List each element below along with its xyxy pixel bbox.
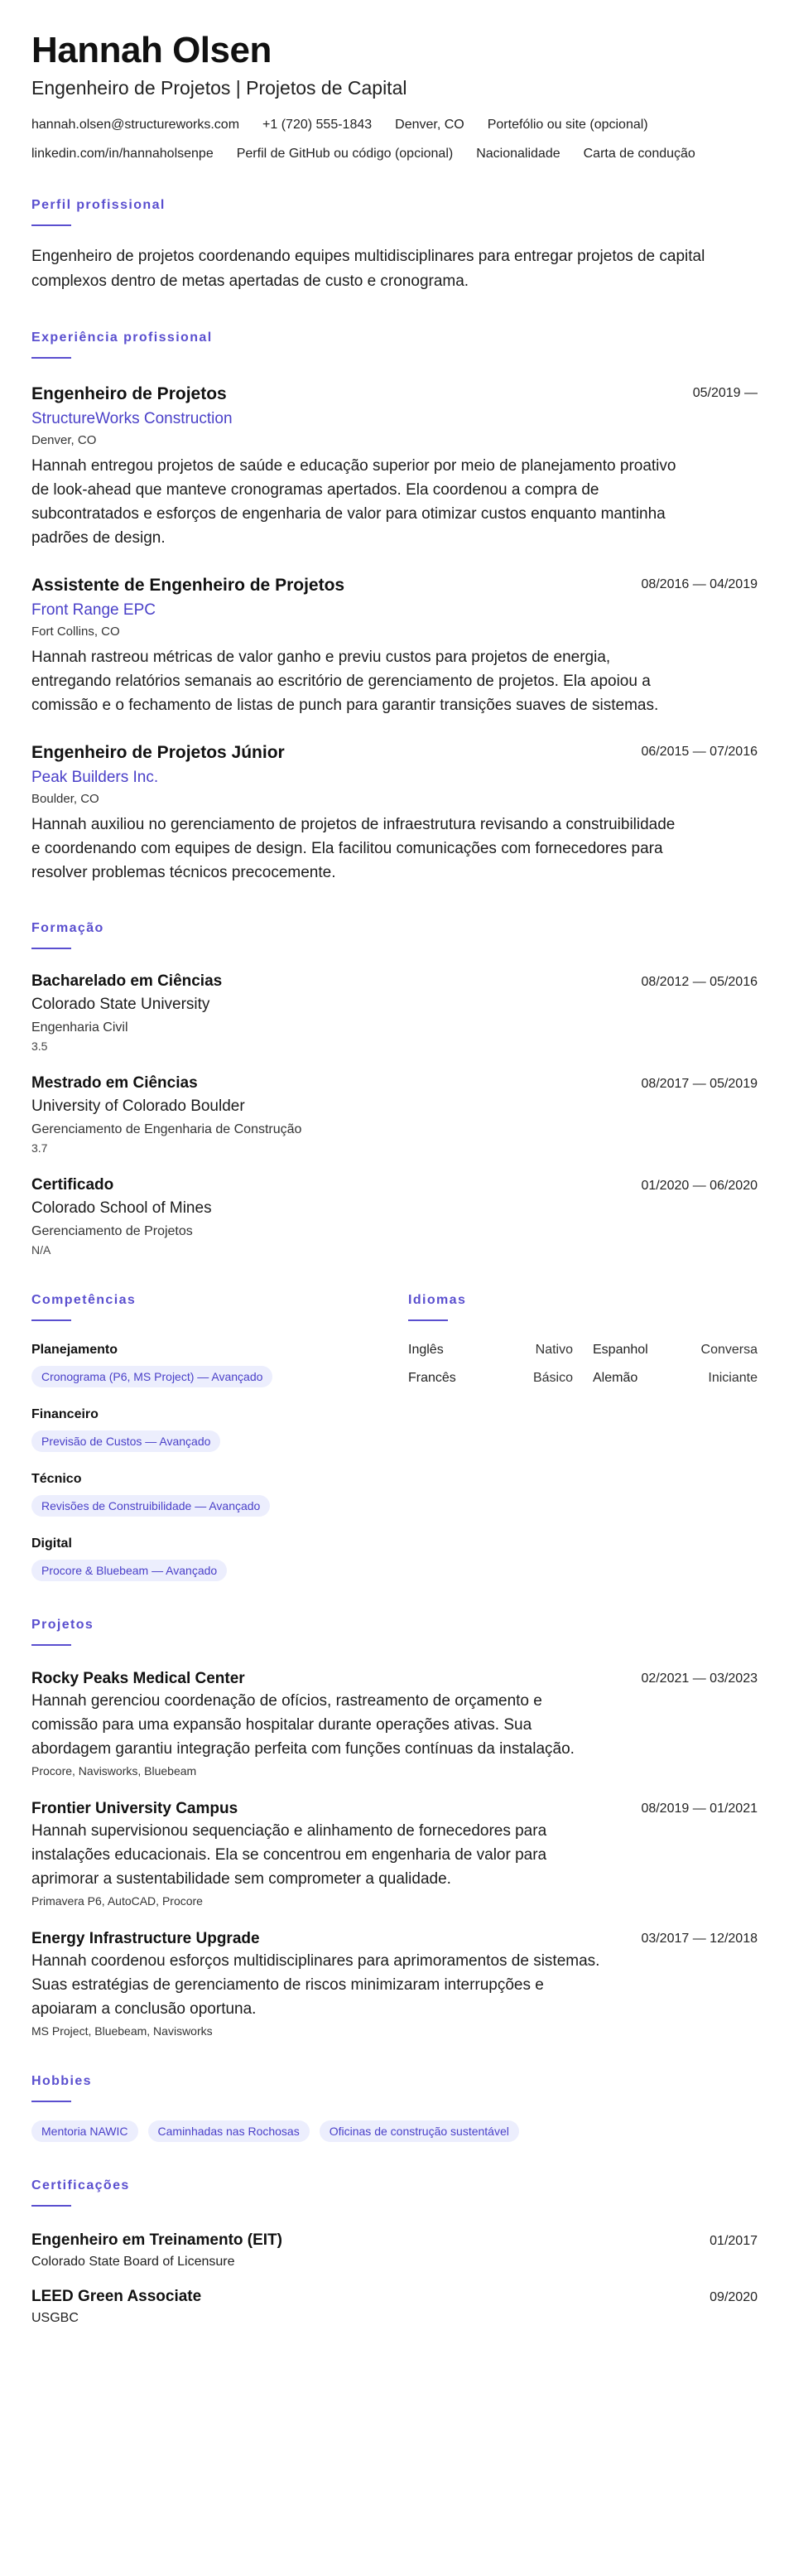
job-description: Hannah auxiliou no gerenciamento de projetos de infraestrutura revisando a construibilidade e coordenando com equipes de design. Ela facilitou comunicações com fornecedores para resolver problemas técnicos precocemente.: [31, 815, 676, 881]
contact-linkedin[interactable]: linkedin.com/in/hannaholsenpe: [31, 146, 214, 161]
projects-section: [31, 1618, 758, 2038]
job-dates: 06/2015 — 07/2016: [641, 744, 758, 759]
language-item: [408, 1343, 573, 1358]
section-divider: [31, 1319, 71, 1321]
job-company: Front Range EPC: [31, 601, 156, 619]
job-location: Denver, CO: [31, 432, 97, 447]
skill-group: [31, 1536, 408, 1581]
job-dates: 05/2019 —: [692, 385, 758, 400]
profile-section: [31, 198, 758, 294]
resume-header: [31, 30, 758, 162]
contact-driving-license: Carta de condução: [583, 146, 695, 161]
project-name: Rocky Peaks Medical Center: [31, 1669, 245, 1687]
contact-location: Denver, CO: [395, 117, 464, 132]
gpa: 3.7: [31, 1141, 48, 1155]
language-name: Francês: [408, 1370, 456, 1385]
education-dates: 01/2020 — 06/2020: [641, 1178, 758, 1193]
profile-summary: Engenheiro de projetos coordenando equipes multidisciplinares para entregar projetos de capital complexos dentro de metas apertadas de custo e cronograma.: [31, 247, 705, 290]
experience-item: [31, 575, 758, 717]
job-company: Peak Builders Inc.: [31, 768, 159, 786]
skills-languages-row: [31, 1293, 758, 1581]
candidate-name: Hannah Olsen: [31, 30, 272, 70]
section-title-hobbies: Hobbies: [31, 2073, 92, 2088]
candidate-title: Engenheiro de Projetos | Projetos de Capital: [31, 76, 407, 99]
project-tools: Procore, Navisworks, Bluebeam: [31, 1763, 197, 1778]
contact-nationality: Nacionalidade: [476, 146, 560, 161]
section-title-experience: Experiência profissional: [31, 330, 213, 345]
school-name: Colorado School of Mines: [31, 1199, 212, 1217]
languages-section: [408, 1293, 758, 1581]
language-item: [593, 1371, 758, 1386]
language-level: Nativo: [535, 1342, 573, 1357]
project-item: [31, 1669, 758, 1778]
certification-date: 09/2020: [710, 2289, 758, 2304]
section-title-education: Formação: [31, 920, 104, 935]
experience-section: [31, 330, 758, 885]
certifications-section: [31, 2178, 758, 2326]
language-name: Alemão: [593, 1370, 638, 1385]
skill-tag: Procore & Bluebeam — Avançado: [31, 1560, 227, 1581]
skill-group: [31, 1343, 408, 1387]
certification-name: LEED Green Associate: [31, 2287, 202, 2305]
language-name: Inglês: [408, 1342, 444, 1357]
language-level: Conversa: [700, 1342, 758, 1357]
language-item: [593, 1343, 758, 1358]
hobby-tag: Caminhadas nas Rochosas: [148, 2120, 310, 2142]
job-company: StructureWorks Construction: [31, 409, 233, 427]
field-of-study: Gerenciamento de Projetos: [31, 1223, 193, 1238]
language-list: [408, 1343, 758, 1386]
project-tools: MS Project, Bluebeam, Navisworks: [31, 2024, 213, 2038]
degree-name: Bacharelado em Ciências: [31, 972, 223, 990]
skill-tag: Cronograma (P6, MS Project) — Avançado: [31, 1366, 272, 1387]
project-tools: Primavera P6, AutoCAD, Procore: [31, 1893, 203, 1908]
section-title-profile: Perfil profissional: [31, 197, 166, 212]
certification-issuer: USGBC: [31, 2310, 79, 2325]
language-item: [408, 1371, 573, 1386]
section-title-projects: Projetos: [31, 1617, 94, 1632]
contact-github[interactable]: Perfil de GitHub ou código (opcional): [236, 146, 454, 161]
school-name: University of Colorado Boulder: [31, 1097, 245, 1115]
certification-name: Engenheiro em Treinamento (EIT): [31, 2231, 282, 2249]
section-divider: [31, 2205, 71, 2207]
experience-item: [31, 742, 758, 885]
contact-email[interactable]: hannah.olsen@structureworks.com: [31, 117, 240, 132]
job-role: Assistente de Engenheiro de Projetos: [31, 575, 345, 595]
section-divider: [31, 948, 71, 949]
field-of-study: Engenharia Civil: [31, 1020, 128, 1035]
section-divider: [31, 1644, 71, 1646]
project-dates: 03/2017 — 12/2018: [641, 1931, 758, 1946]
certification-item: [31, 2288, 758, 2326]
contact-portfolio[interactable]: Portefólio ou site (opcional): [487, 117, 648, 132]
certification-issuer: Colorado State Board of Licensure: [31, 2254, 235, 2269]
project-name: Frontier University Campus: [31, 1799, 238, 1817]
hobby-tag: Oficinas de construção sustentável: [320, 2120, 519, 2142]
language-level: Iniciante: [708, 1370, 758, 1385]
skill-category: Técnico: [31, 1471, 82, 1486]
gpa: N/A: [31, 1242, 51, 1257]
project-item: [31, 1929, 758, 2038]
project-description: Hannah gerenciou coordenação de ofícios, rastreamento de orçamento e comissão para uma expansão hospitalar durante operações ativas. Sua abordagem garantiu integração perfeita com funções contínuas da instalação.: [31, 1691, 575, 1758]
section-title-languages: Idiomas: [408, 1292, 467, 1307]
language-name: Espanhol: [593, 1342, 648, 1357]
education-dates: 08/2012 — 05/2016: [641, 974, 758, 989]
education-section: [31, 921, 758, 1257]
contact-phone[interactable]: +1 (720) 555-1843: [262, 117, 373, 132]
section-title-skills: Competências: [31, 1292, 137, 1307]
project-dates: 02/2021 — 03/2023: [641, 1671, 758, 1686]
gpa: 3.5: [31, 1039, 48, 1053]
job-dates: 08/2016 — 04/2019: [641, 576, 758, 591]
project-description: Hannah supervisionou sequenciação e alinhamento de fornecedores para instalações educacionais. Ela se concentrou em engenharia de valor para aprimorar a sustentabilidade sem comprometer a qualidade.: [31, 1821, 547, 1888]
contact-list: [31, 118, 758, 162]
education-dates: 08/2017 — 05/2019: [641, 1076, 758, 1091]
section-title-certifications: Certificações: [31, 2178, 130, 2192]
hobby-tag: Mentoria NAWIC: [31, 2120, 138, 2142]
hobby-list: [31, 2120, 758, 2142]
skill-group: [31, 1472, 408, 1517]
education-item: [31, 1074, 758, 1155]
skill-tag: Previsão de Custos — Avançado: [31, 1430, 220, 1452]
skill-tag: Revisões de Construibilidade — Avançado: [31, 1495, 270, 1517]
job-role: Engenheiro de Projetos: [31, 384, 227, 403]
project-description: Hannah coordenou esforços multidisciplinares para aprimoramentos de sistemas. Suas estratégias de gerenciamento de riscos minimizaram interrupções e apoiaram a conclusão oportuna.: [31, 1951, 600, 2018]
project-name: Energy Infrastructure Upgrade: [31, 1929, 260, 1947]
job-location: Fort Collins, CO: [31, 624, 120, 639]
skill-category: Financeiro: [31, 1406, 99, 1421]
language-level: Básico: [532, 1370, 573, 1385]
skill-category: Digital: [31, 1536, 72, 1551]
certification-date: 01/2017: [710, 2233, 758, 2248]
project-item: [31, 1799, 758, 1908]
hobbies-section: [31, 2074, 758, 2142]
section-divider: [31, 357, 71, 359]
degree-name: Mestrado em Ciências: [31, 1073, 198, 1092]
degree-name: Certificado: [31, 1175, 114, 1194]
job-description: Hannah entregou projetos de saúde e educação superior por meio de planejamento proativo de look-ahead que manteve cronogramas apertados. Ela coordenou a compra de subcontratados e esforços de engenharia de valor para otimizar custos enquanto mantinha padrões de design.: [31, 456, 676, 547]
certification-item: [31, 2231, 758, 2270]
education-item: [31, 972, 758, 1053]
skills-section: [31, 1293, 408, 1581]
project-dates: 08/2019 — 01/2021: [641, 1801, 758, 1816]
experience-item: [31, 384, 758, 550]
job-role: Engenheiro de Projetos Júnior: [31, 742, 285, 762]
section-divider: [31, 2101, 71, 2102]
education-item: [31, 1176, 758, 1257]
skill-group: [31, 1407, 408, 1452]
school-name: Colorado State University: [31, 995, 210, 1013]
job-description: Hannah rastreou métricas de valor ganho e previu custos para projetos de energia, entregando relatórios semanais ao escritório de gerenciamento de projetos. Ela apoiou a comissão e o fechamento de listas de punch para garantir transições suaves de sistemas.: [31, 648, 659, 714]
job-location: Boulder, CO: [31, 791, 99, 806]
skill-category: Planejamento: [31, 1342, 118, 1357]
section-divider: [408, 1319, 448, 1321]
section-divider: [31, 224, 71, 226]
field-of-study: Gerenciamento de Engenharia de Construção: [31, 1122, 302, 1136]
